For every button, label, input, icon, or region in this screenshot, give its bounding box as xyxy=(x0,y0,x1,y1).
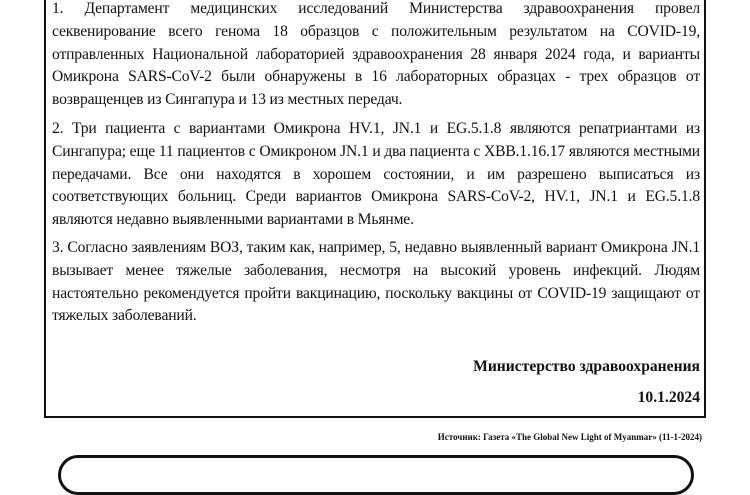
source-caption: Источник: Газета «The Global New Light of Myanmar» (11-1-2024) xyxy=(437,432,702,442)
paragraph-1: 1. Департамент медицинских исследований Министерства здравоохранения провел секвенирование всего генома 18 образцов с положительным результатом на COVID-19, отправленных Национальной лабораторией здравоохранения 28 января 2024 года, и варианты Омикрона SARS-CoV-2 были обнаружены в 16 лабораторных образцах - трех образцов от возвращенцев из Сингапура и 13 из местных передач. xyxy=(52,0,700,109)
next-section-frame xyxy=(58,455,694,495)
paragraph-3: 3. Согласно заявлениям ВОЗ, таким как, например, 5, недавно выявленный вариант Омикрона JN.1 вызывает менее тяжелые заболевания, несмотря на высокий уровень инфекций. Людям настоятельно рекомендуется пройти вакцинацию, поскольку вакцины от COVID-19 защищают от тяжелых заболеваний. xyxy=(52,239,700,325)
signature-date: 10.1.2024 xyxy=(637,389,700,406)
signature-organization: Министерство здравоохранения xyxy=(473,358,700,375)
paragraph-2: 2. Три пациента с вариантами Омикрона HV.1, JN.1 и EG.5.1.8 являются репатриантами из Сингапура; еще 11 пациентов с Омикроном JN.1 и два пациента с XBB.1.16.17 являются местными передачами. Все они находятся в хорошем состоянии, и им разрешено выписаться из соответствующих больниц. Среди вариантов Омикрона SARS-CoV-2, HV.1, JN.1 и EG.5.1.8 являются недавно выявленными вариантами в Мьянме. xyxy=(52,120,700,229)
